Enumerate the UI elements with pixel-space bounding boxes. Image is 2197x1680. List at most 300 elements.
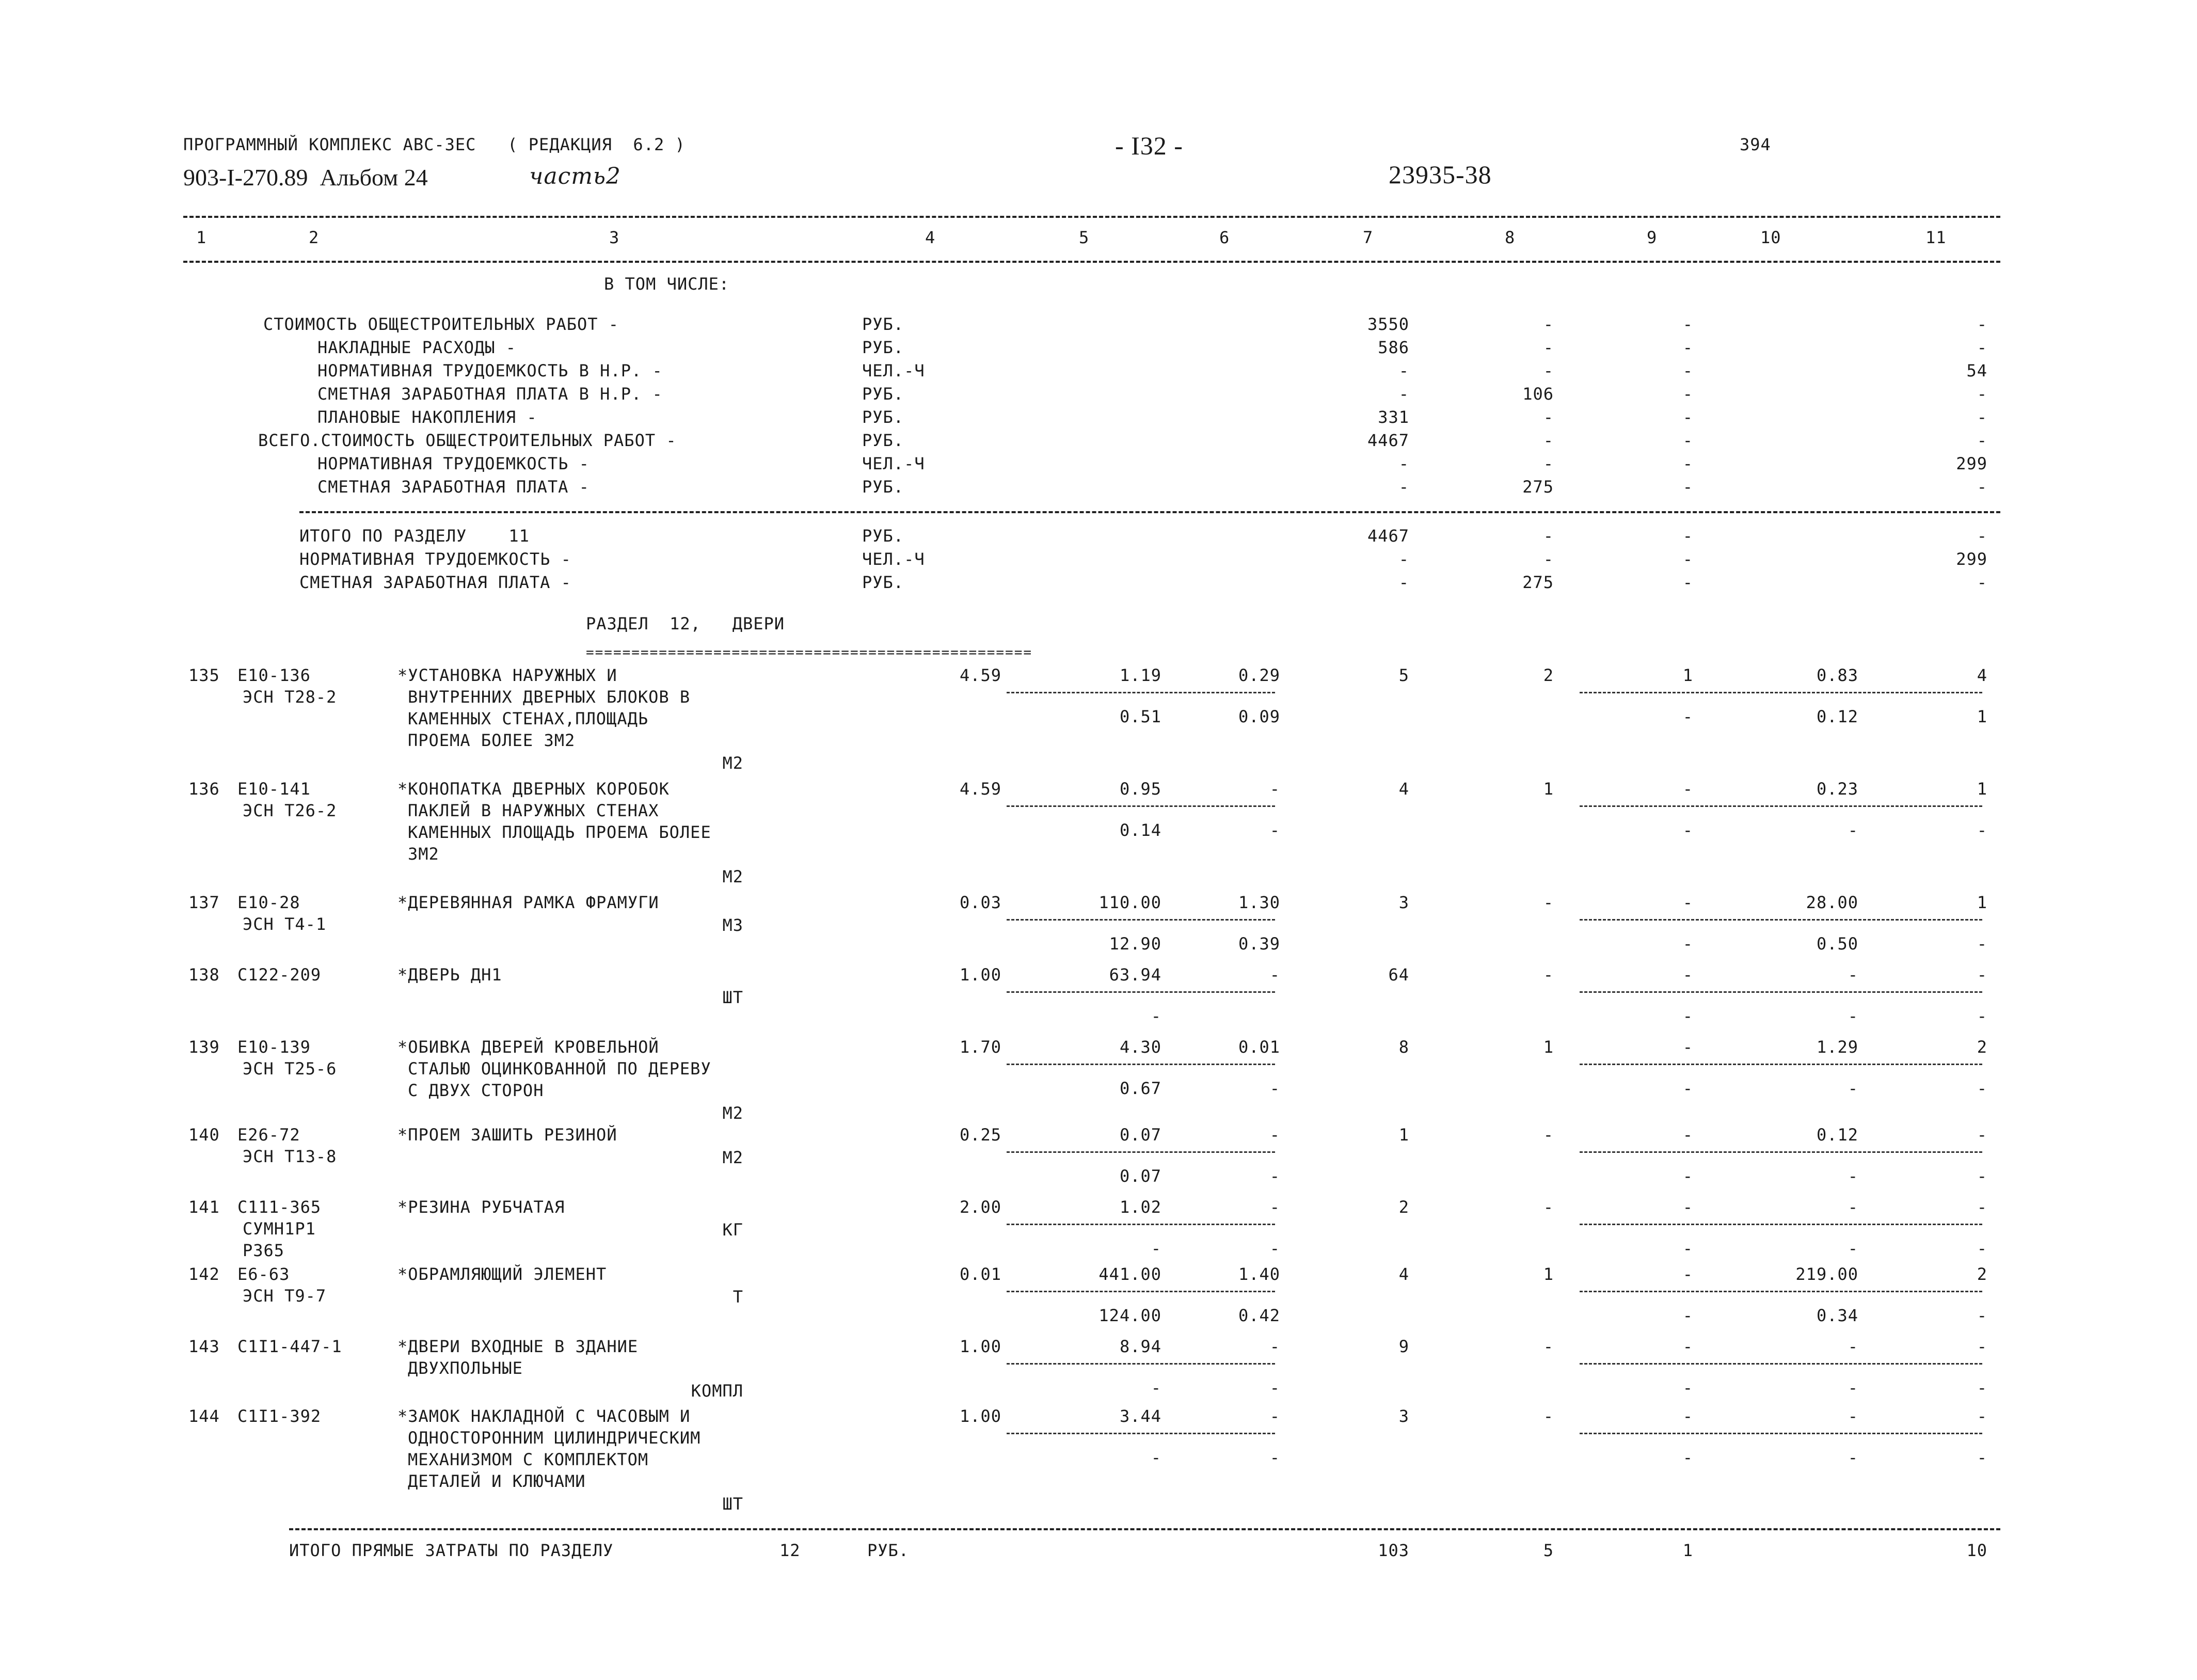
item-c11b: 1 — [1977, 707, 1987, 726]
item-code: ЭСН Т9-7 — [243, 1286, 327, 1306]
item-c6b: - — [1269, 1239, 1280, 1258]
item-c8: - — [1543, 1337, 1554, 1356]
item-number: 143 — [188, 1337, 220, 1356]
item-number: 140 — [188, 1125, 220, 1145]
document-code: 23935-38 — [1389, 160, 1492, 189]
item-unit: КОМПЛ — [691, 1381, 743, 1401]
summary-unit: ЧЕЛ.-Ч — [862, 549, 925, 569]
item-c7: 4 — [1398, 779, 1409, 799]
item-unit: М2 — [722, 1148, 743, 1167]
item-c5b: 0.67 — [1119, 1079, 1161, 1098]
item-c5b: 124.00 — [1098, 1306, 1161, 1325]
col-7: 7 — [1363, 228, 1374, 247]
summary-c7: 4467 — [1367, 526, 1409, 546]
item-c8: - — [1543, 1197, 1554, 1217]
item-c6: - — [1269, 1337, 1280, 1356]
item-description: *ПРОЕМ ЗАШИТЬ РЕЗИНОЙ — [397, 1125, 617, 1145]
item-c10b: - — [1848, 1448, 1858, 1467]
summary-unit: РУБ. — [862, 338, 904, 357]
item-c6b: - — [1269, 820, 1280, 840]
item-c7: 3 — [1398, 893, 1409, 912]
item-c10: 1.29 — [1816, 1037, 1858, 1057]
item-number: 144 — [188, 1406, 220, 1426]
item-code: Е10-136 — [237, 665, 311, 685]
item-description: ПАКЛЕЙ В НАРУЖНЫХ СТЕНАХ — [408, 801, 659, 820]
item-c9b: - — [1682, 1166, 1693, 1186]
item-c6b: - — [1269, 1448, 1280, 1467]
item-c8: 1 — [1543, 1264, 1554, 1284]
item-c5: 1.19 — [1119, 665, 1161, 685]
summary-c11: - — [1977, 314, 1987, 334]
item-description: КАМЕННЫХ ПЛОЩАДЬ ПРОЕМА БОЛЕЕ — [408, 822, 711, 842]
summary-c7: 4467 — [1367, 431, 1409, 450]
page-number: - I32 - — [1115, 131, 1183, 160]
row-separator — [1007, 1433, 1275, 1434]
summary-label: НОРМАТИВНАЯ ТРУДОЕМКОСТЬ В Н.Р. - — [317, 361, 663, 381]
summary-c8: - — [1543, 431, 1554, 450]
summary-c11: - — [1977, 526, 1987, 546]
item-number: 135 — [188, 665, 220, 685]
item-c4: 1.00 — [959, 1337, 1001, 1356]
item-c9: 1 — [1682, 665, 1693, 685]
item-c10: 0.83 — [1816, 665, 1858, 685]
item-c10b: - — [1848, 820, 1858, 840]
item-description: ДВУХПОЛЬНЫЕ — [408, 1358, 523, 1378]
col-3: 3 — [609, 228, 620, 247]
item-c4: 2.00 — [959, 1197, 1001, 1217]
row-separator — [1007, 1064, 1275, 1065]
summary-c8: - — [1543, 407, 1554, 427]
item-c7: 5 — [1398, 665, 1409, 685]
summary-label: СМЕТНАЯ ЗАРАБОТНАЯ ПЛАТА В Н.Р. - — [317, 384, 663, 404]
item-c6: - — [1269, 965, 1280, 985]
summary-unit: РУБ. — [862, 526, 904, 546]
summary-c9: - — [1682, 314, 1693, 334]
item-c9b: - — [1682, 1239, 1693, 1258]
item-description: *ОБРАМЛЯЮЩИЙ ЭЛЕМЕНТ — [397, 1264, 607, 1284]
summary-intro: В ТОМ ЧИСЛЕ: — [604, 274, 730, 294]
item-c11: - — [1977, 965, 1987, 985]
item-c10b: 0.34 — [1816, 1306, 1858, 1325]
item-c5: 441.00 — [1098, 1264, 1161, 1284]
row-separator — [1580, 919, 1982, 921]
item-description: *КОНОПАТКА ДВЕРНЫХ КОРОБОК — [397, 779, 670, 799]
row-separator — [1007, 1291, 1275, 1292]
summary-unit: РУБ. — [862, 431, 904, 450]
summary-c8: - — [1543, 361, 1554, 381]
item-c9b: - — [1682, 1306, 1693, 1325]
table-top-rule — [183, 216, 2000, 218]
summary-c8: - — [1543, 338, 1554, 357]
item-c9b: - — [1682, 707, 1693, 726]
summary-unit: РУБ. — [862, 573, 904, 592]
item-c11: - — [1977, 1125, 1987, 1145]
item-number: 142 — [188, 1264, 220, 1284]
row-separator — [1580, 1224, 1982, 1225]
summary-unit: РУБ. — [862, 384, 904, 404]
item-c11b: - — [1977, 1006, 1987, 1026]
item-c11b: - — [1977, 1079, 1987, 1098]
item-c10: 0.23 — [1816, 779, 1858, 799]
item-c6: 0.01 — [1238, 1037, 1280, 1057]
item-code: Р365 — [243, 1241, 285, 1260]
item-code: ЭСН Т4-1 — [243, 914, 327, 934]
item-c7: 8 — [1398, 1037, 1409, 1057]
item-unit: КГ — [722, 1220, 743, 1240]
item-code: С122-209 — [237, 965, 322, 985]
col-11: 11 — [1925, 228, 1947, 247]
item-c10b: - — [1848, 1079, 1858, 1098]
item-code: Е26-72 — [237, 1125, 300, 1145]
item-c11b: - — [1977, 1378, 1987, 1398]
item-c11: 1 — [1977, 779, 1987, 799]
item-code: СУМН1Р1 — [243, 1219, 316, 1239]
row-separator — [1580, 1291, 1982, 1292]
row-separator — [1580, 1433, 1982, 1434]
summary-label: ИТОГО ПО РАЗДЕЛУ 11 — [299, 526, 530, 546]
item-c4: 4.59 — [959, 665, 1001, 685]
item-c6b: - — [1269, 1079, 1280, 1098]
footer-label: ИТОГО ПРЯМЫЕ ЗАТРАТЫ ПО РАЗДЕЛУ — [289, 1541, 614, 1560]
summary-c8: 275 — [1522, 573, 1554, 592]
summary-c7: - — [1398, 361, 1409, 381]
column-header-rule — [183, 261, 2000, 263]
summary-unit: РУБ. — [862, 407, 904, 427]
item-c6: 1.40 — [1238, 1264, 1280, 1284]
item-c10b: - — [1848, 1166, 1858, 1186]
item-c9: - — [1682, 1197, 1693, 1217]
item-c5b: 0.51 — [1119, 707, 1161, 726]
item-unit: Т — [733, 1287, 743, 1307]
col-1: 1 — [196, 228, 207, 247]
row-separator — [1007, 1363, 1275, 1365]
item-c5b: - — [1151, 1448, 1161, 1467]
summary-c11: - — [1977, 407, 1987, 427]
item-number: 137 — [188, 893, 220, 912]
item-c9b: - — [1682, 1378, 1693, 1398]
section-title: РАЗДЕЛ 12, ДВЕРИ — [586, 614, 785, 633]
summary-c9: - — [1682, 526, 1693, 546]
summary-c8: - — [1543, 454, 1554, 473]
item-c8: - — [1543, 893, 1554, 912]
item-c8: - — [1543, 965, 1554, 985]
row-separator — [1580, 1064, 1982, 1065]
item-c11: 4 — [1977, 665, 1987, 685]
footer-section: 12 — [779, 1541, 801, 1560]
item-unit: М3 — [722, 915, 743, 935]
item-code: Е6-63 — [237, 1264, 290, 1284]
row-separator — [1580, 1363, 1982, 1365]
item-c8: 1 — [1543, 1037, 1554, 1057]
item-c6b: 0.42 — [1238, 1306, 1280, 1325]
item-c9: - — [1682, 893, 1693, 912]
summary-c9: - — [1682, 431, 1693, 450]
row-separator — [1007, 991, 1275, 993]
item-code: ЭСН Т25-6 — [243, 1059, 337, 1079]
item-c11b: - — [1977, 1306, 1987, 1325]
item-c10b: 0.12 — [1816, 707, 1858, 726]
item-c6: 1.30 — [1238, 893, 1280, 912]
summary-c7: - — [1398, 384, 1409, 404]
summary-rule — [299, 511, 2000, 513]
summary-c8: 275 — [1522, 477, 1554, 497]
item-description: *ДВЕРЬ ДН1 — [397, 965, 502, 985]
col-5: 5 — [1079, 228, 1090, 247]
item-description: С ДВУХ СТОРОН — [408, 1081, 544, 1100]
item-c5: 110.00 — [1098, 893, 1161, 912]
item-c9: - — [1682, 1337, 1693, 1356]
item-c4: 1.00 — [959, 965, 1001, 985]
item-c6b: 0.39 — [1238, 934, 1280, 954]
summary-label: НАКЛАДНЫЕ РАСХОДЫ - — [317, 338, 517, 357]
item-c7: 4 — [1398, 1264, 1409, 1284]
col-9: 9 — [1647, 228, 1658, 247]
item-code: Е10-141 — [237, 779, 311, 799]
item-c11b: - — [1977, 1166, 1987, 1186]
item-description: МЕХАНИЗМОМ С КОМПЛЕКТОМ — [408, 1450, 649, 1469]
summary-c9: - — [1682, 384, 1693, 404]
item-c10b: 0.50 — [1816, 934, 1858, 954]
item-c9: - — [1682, 1125, 1693, 1145]
item-description: ОДНОСТОРОННИМ ЦИЛИНДРИЧЕСКИМ — [408, 1428, 701, 1448]
summary-c11: - — [1977, 431, 1987, 450]
item-c7: 3 — [1398, 1406, 1409, 1426]
item-code: ЭСН Т26-2 — [243, 801, 337, 820]
item-number: 139 — [188, 1037, 220, 1057]
item-c9: - — [1682, 779, 1693, 799]
item-code: Е10-28 — [237, 893, 300, 912]
item-code: С1I1-447-1 — [237, 1337, 342, 1356]
summary-unit: РУБ. — [862, 477, 904, 497]
item-c10b: - — [1848, 1006, 1858, 1026]
item-c11: 2 — [1977, 1037, 1987, 1057]
summary-c11: 54 — [1966, 361, 1987, 381]
summary-c7: 3550 — [1367, 314, 1409, 334]
item-c5b: - — [1151, 1239, 1161, 1258]
item-c10: 28.00 — [1806, 893, 1858, 912]
summary-c11: - — [1977, 573, 1987, 592]
footer-rule — [289, 1528, 2000, 1530]
row-separator — [1007, 1224, 1275, 1225]
item-c9b: - — [1682, 1448, 1693, 1467]
item-c4: 1.70 — [959, 1037, 1001, 1057]
item-c10: 0.12 — [1816, 1125, 1858, 1145]
summary-c11: 299 — [1956, 454, 1987, 473]
item-c10: - — [1848, 1337, 1858, 1356]
summary-unit: РУБ. — [862, 314, 904, 334]
item-c6: - — [1269, 779, 1280, 799]
item-description: СТАЛЬЮ ОЦИНКОВАННОЙ ПО ДЕРЕВУ — [408, 1059, 711, 1079]
footer-c11: 10 — [1966, 1541, 1987, 1560]
col-6: 6 — [1219, 228, 1230, 247]
summary-c8: 106 — [1522, 384, 1554, 404]
summary-c8: - — [1543, 314, 1554, 334]
item-c6b: - — [1269, 1378, 1280, 1398]
summary-c9: - — [1682, 361, 1693, 381]
summary-c9: - — [1682, 549, 1693, 569]
summary-label: СМЕТНАЯ ЗАРАБОТНАЯ ПЛАТА - — [299, 573, 571, 592]
item-unit: ШТ — [722, 1494, 743, 1514]
item-c11: - — [1977, 1337, 1987, 1356]
item-description: *ОБИВКА ДВЕРЕЙ КРОВЕЛЬНОЙ — [397, 1037, 659, 1057]
summary-c9: - — [1682, 407, 1693, 427]
summary-c9: - — [1682, 454, 1693, 473]
item-c6b: - — [1269, 1166, 1280, 1186]
album-part: часть2 — [529, 163, 621, 189]
item-description: *ЗАМОК НАКЛАДНОЙ С ЧАСОВЫМ И — [397, 1406, 691, 1426]
item-c7: 64 — [1388, 965, 1409, 985]
item-c9b: - — [1682, 1006, 1693, 1026]
summary-c11: - — [1977, 338, 1987, 357]
item-c5: 8.94 — [1119, 1337, 1161, 1356]
item-c8: - — [1543, 1406, 1554, 1426]
program-title: ПРОГРАММНЫЙ КОМПЛЕКС АВС-3ЕС ( РЕДАКЦИЯ 6.2 ) — [183, 135, 686, 154]
summary-label: ПЛАНОВЫЕ НАКОПЛЕНИЯ - — [317, 407, 537, 427]
item-c5: 3.44 — [1119, 1406, 1161, 1426]
album-title: 903-I-270.89 Альбом 24 — [183, 164, 428, 191]
col-8: 8 — [1505, 228, 1516, 247]
item-c10b: - — [1848, 1239, 1858, 1258]
item-c6: 0.29 — [1238, 665, 1280, 685]
item-c7: 1 — [1398, 1125, 1409, 1145]
item-c5b: 0.14 — [1119, 820, 1161, 840]
item-c5: 0.07 — [1119, 1125, 1161, 1145]
item-c5b: - — [1151, 1006, 1161, 1026]
footer-c8: 5 — [1543, 1541, 1554, 1560]
item-c4: 0.25 — [959, 1125, 1001, 1145]
summary-c11: - — [1977, 477, 1987, 497]
item-c9: - — [1682, 1406, 1693, 1426]
item-code: ЭСН Т28-2 — [243, 687, 337, 707]
row-separator — [1580, 805, 1982, 807]
col-4: 4 — [925, 228, 936, 247]
item-description: КАМЕННЫХ СТЕНАХ,ПЛОЩАДЬ — [408, 709, 649, 728]
item-unit: ШТ — [722, 988, 743, 1007]
item-c5: 0.95 — [1119, 779, 1161, 799]
item-code: С1I1-392 — [237, 1406, 322, 1426]
footer-c7: 103 — [1378, 1541, 1409, 1560]
summary-c7: - — [1398, 573, 1409, 592]
summary-unit: ЧЕЛ.-Ч — [862, 361, 925, 381]
item-c7: 2 — [1398, 1197, 1409, 1217]
footer-c9: 1 — [1682, 1541, 1693, 1560]
item-unit: М2 — [722, 1103, 743, 1123]
sheet-number: 394 — [1740, 135, 1771, 154]
item-c6: - — [1269, 1197, 1280, 1217]
item-c5: 63.94 — [1109, 965, 1161, 985]
item-description: ДЕТАЛЕЙ И КЛЮЧАМИ — [408, 1471, 586, 1491]
summary-c11: 299 — [1956, 549, 1987, 569]
item-c7: 9 — [1398, 1337, 1409, 1356]
item-c6b: 0.09 — [1238, 707, 1280, 726]
item-c5b: - — [1151, 1378, 1161, 1398]
item-c9b: - — [1682, 934, 1693, 954]
row-separator — [1580, 991, 1982, 993]
summary-c9: - — [1682, 338, 1693, 357]
item-c5: 1.02 — [1119, 1197, 1161, 1217]
summary-label: СМЕТНАЯ ЗАРАБОТНАЯ ПЛАТА - — [317, 477, 590, 497]
row-separator — [1007, 1151, 1275, 1153]
footer-unit: РУБ. — [867, 1541, 910, 1560]
item-c11b: - — [1977, 820, 1987, 840]
item-c8: 2 — [1543, 665, 1554, 685]
item-c10: 219.00 — [1795, 1264, 1858, 1284]
summary-c7: - — [1398, 549, 1409, 569]
summary-label: НОРМАТИВНАЯ ТРУДОЕМКОСТЬ - — [317, 454, 590, 473]
item-c11b: - — [1977, 1448, 1987, 1467]
item-c11b: - — [1977, 934, 1987, 954]
summary-label: НОРМАТИВНАЯ ТРУДОЕМКОСТЬ - — [299, 549, 571, 569]
item-number: 138 — [188, 965, 220, 985]
summary-c7: 586 — [1378, 338, 1409, 357]
item-c6: - — [1269, 1406, 1280, 1426]
summary-label: ВСЕГО.СТОИМОСТЬ ОБЩЕСТРОИТЕЛЬНЫХ РАБОТ - — [258, 431, 677, 450]
item-description: *РЕЗИНА РУБЧАТАЯ — [397, 1197, 565, 1217]
item-c5b: 0.07 — [1119, 1166, 1161, 1186]
item-unit: М2 — [722, 867, 743, 886]
summary-c7: 331 — [1378, 407, 1409, 427]
row-separator — [1007, 805, 1275, 807]
item-c8: 1 — [1543, 779, 1554, 799]
item-code: Е10-139 — [237, 1037, 311, 1057]
item-description: *ДЕРЕВЯННАЯ РАМКА ФРАМУГИ — [397, 893, 659, 912]
summary-c7: - — [1398, 477, 1409, 497]
item-c8: - — [1543, 1125, 1554, 1145]
summary-c9: - — [1682, 573, 1693, 592]
item-description: ПРОЕМА БОЛЕЕ 3М2 — [408, 731, 576, 750]
item-description: 3М2 — [408, 844, 439, 864]
item-c11: - — [1977, 1197, 1987, 1217]
item-code: С111-365 — [237, 1197, 322, 1217]
item-c4: 4.59 — [959, 779, 1001, 799]
item-c11: - — [1977, 1406, 1987, 1426]
row-separator — [1580, 692, 1982, 693]
item-c5: 4.30 — [1119, 1037, 1161, 1057]
item-c10b: - — [1848, 1378, 1858, 1398]
item-c9: - — [1682, 1037, 1693, 1057]
section-title-rule: ================================================= — [586, 645, 1033, 660]
summary-c8: - — [1543, 549, 1554, 569]
item-c4: 1.00 — [959, 1406, 1001, 1426]
item-c9b: - — [1682, 820, 1693, 840]
item-unit: М2 — [722, 753, 743, 773]
summary-c7: - — [1398, 454, 1409, 473]
summary-unit: ЧЕЛ.-Ч — [862, 454, 925, 473]
item-c11: 2 — [1977, 1264, 1987, 1284]
item-number: 141 — [188, 1197, 220, 1217]
summary-label: СТОИМОСТЬ ОБЩЕСТРОИТЕЛЬНЫХ РАБОТ - — [263, 314, 619, 334]
item-c10: - — [1848, 1197, 1858, 1217]
summary-c9: - — [1682, 477, 1693, 497]
item-c10: - — [1848, 1406, 1858, 1426]
summary-c11: - — [1977, 384, 1987, 404]
item-c9b: - — [1682, 1079, 1693, 1098]
row-separator — [1580, 1151, 1982, 1153]
item-c5b: 12.90 — [1109, 934, 1161, 954]
item-c4: 0.01 — [959, 1264, 1001, 1284]
item-c9: - — [1682, 1264, 1693, 1284]
item-c11b: - — [1977, 1239, 1987, 1258]
row-separator — [1007, 919, 1275, 921]
item-c6: - — [1269, 1125, 1280, 1145]
item-description: *ДВЕРИ ВХОДНЫЕ В ЗДАНИЕ — [397, 1337, 639, 1356]
item-description: *УСТАНОВКА НАРУЖНЫХ И — [397, 665, 617, 685]
item-c9: - — [1682, 965, 1693, 985]
summary-c8: - — [1543, 526, 1554, 546]
item-c4: 0.03 — [959, 893, 1001, 912]
row-separator — [1007, 692, 1275, 693]
item-description: ВНУТРЕННИХ ДВЕРНЫХ БЛОКОВ В — [408, 687, 691, 707]
